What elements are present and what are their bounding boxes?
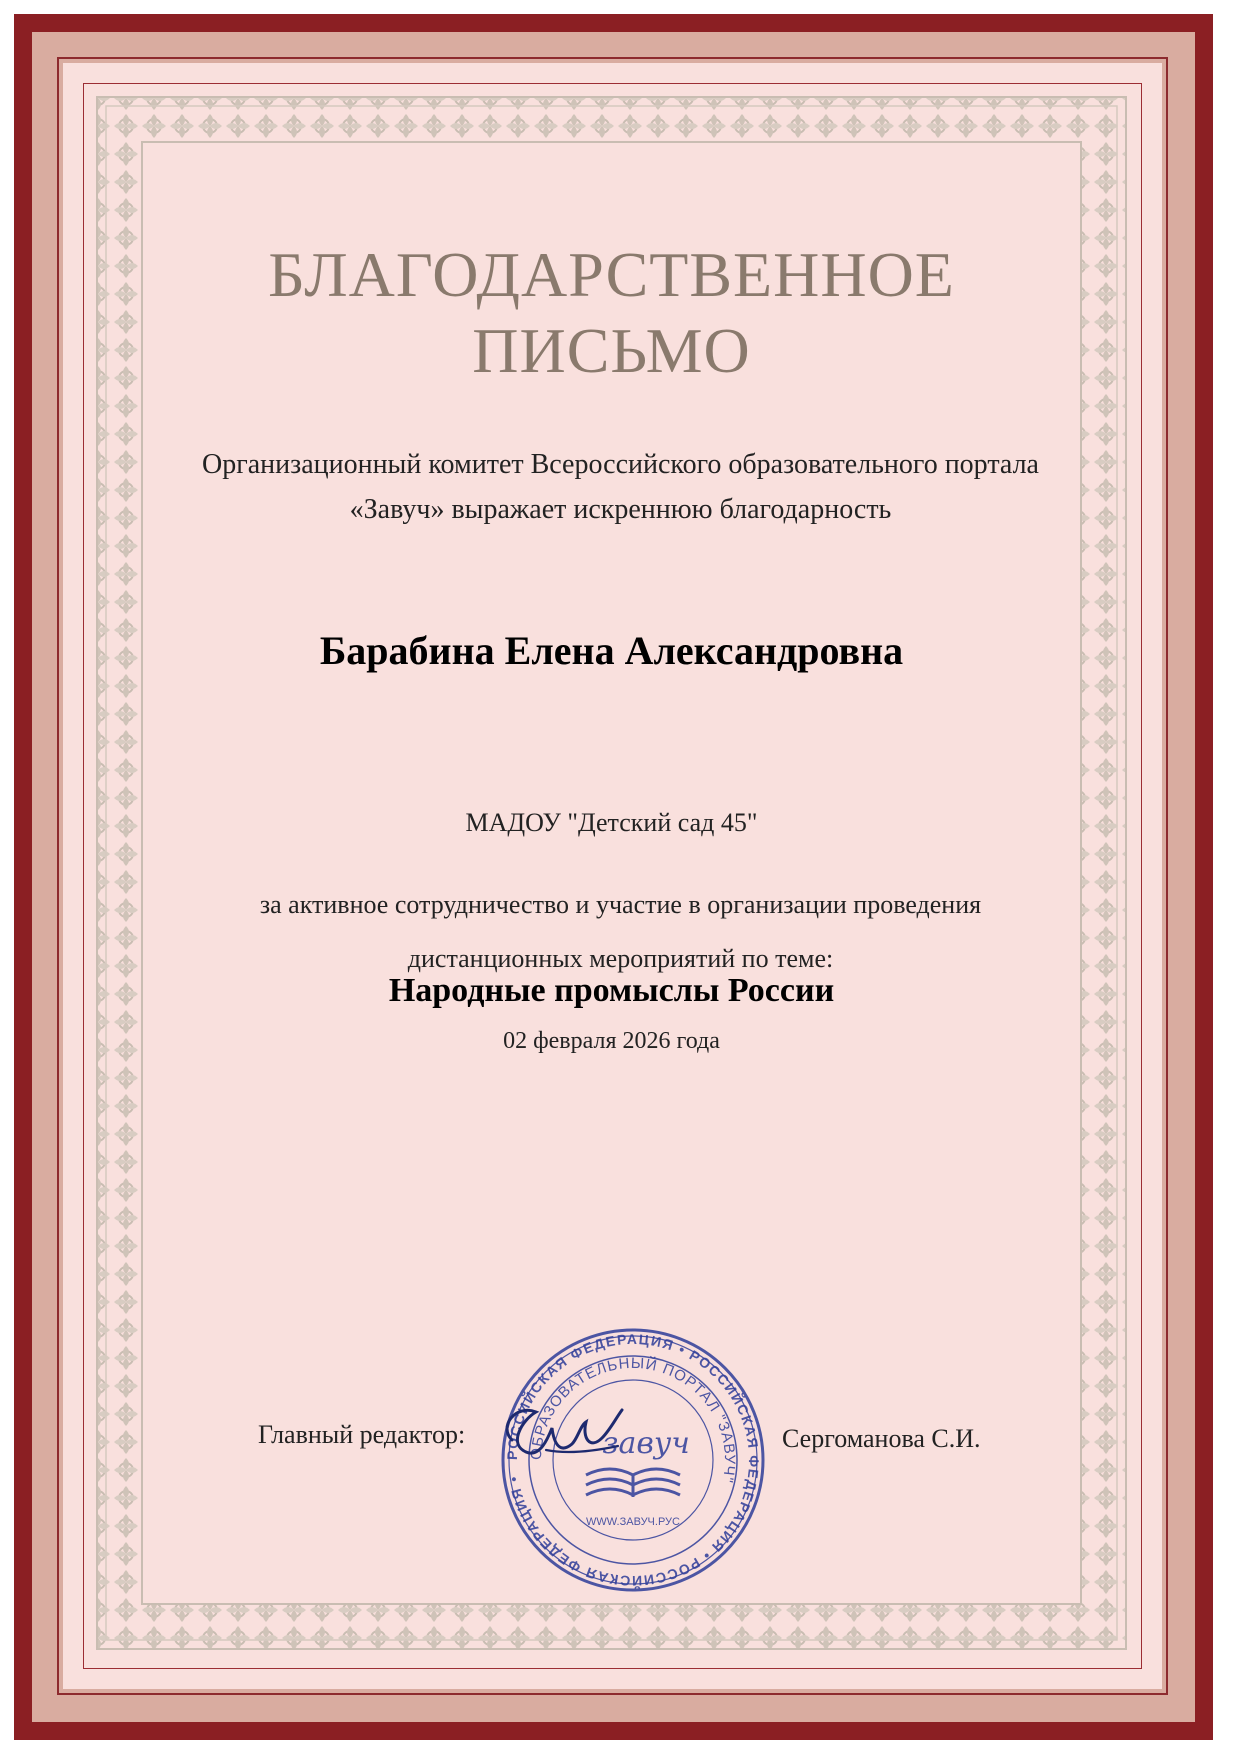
seal-logo-text: завуч — [602, 1426, 690, 1461]
seal-outer-text: РОССИЙСКАЯ ФЕДЕРАЦИЯ • РОССИЙСКАЯ ФЕДЕРАЦИЯ • РОССИЙСКАЯ ФЕДЕРАЦИЯ • — [503, 1330, 763, 1590]
editor-role-label: Главный редактор: — [258, 1420, 466, 1449]
organization-name: МАДОУ "Детский сад 45" — [465, 808, 758, 837]
certificate-date: 02 февраля 2026 года — [503, 1028, 720, 1054]
topic-title: Народные промыслы России — [388, 972, 835, 1009]
handwritten-signature — [490, 1392, 640, 1478]
reason-text: за активное сотрудничество и участие в организации проведения дистанционных мероприятий по теме: — [259, 890, 982, 973]
seal-website: WWW.ЗАВУЧ.РУС — [586, 1516, 680, 1528]
title-line-1: БЛАГОДАРСТВЕННОЕ — [268, 239, 955, 310]
recipient-name: Барабина Елена Александровна — [319, 628, 904, 673]
seal-inner-text: ОБРАЗОВАТЕЛЬНЫЙ ПОРТАЛ "ЗАВУЧ" — [527, 1354, 739, 1485]
editor-name: Сергоманова С.И. — [782, 1424, 981, 1453]
intro-text: Организационный комитет Всероссийского образовательного портала «Завуч» выражает искреннюю благодарность — [202, 449, 1039, 525]
title-line-2: ПИСЬМО — [472, 315, 751, 386]
